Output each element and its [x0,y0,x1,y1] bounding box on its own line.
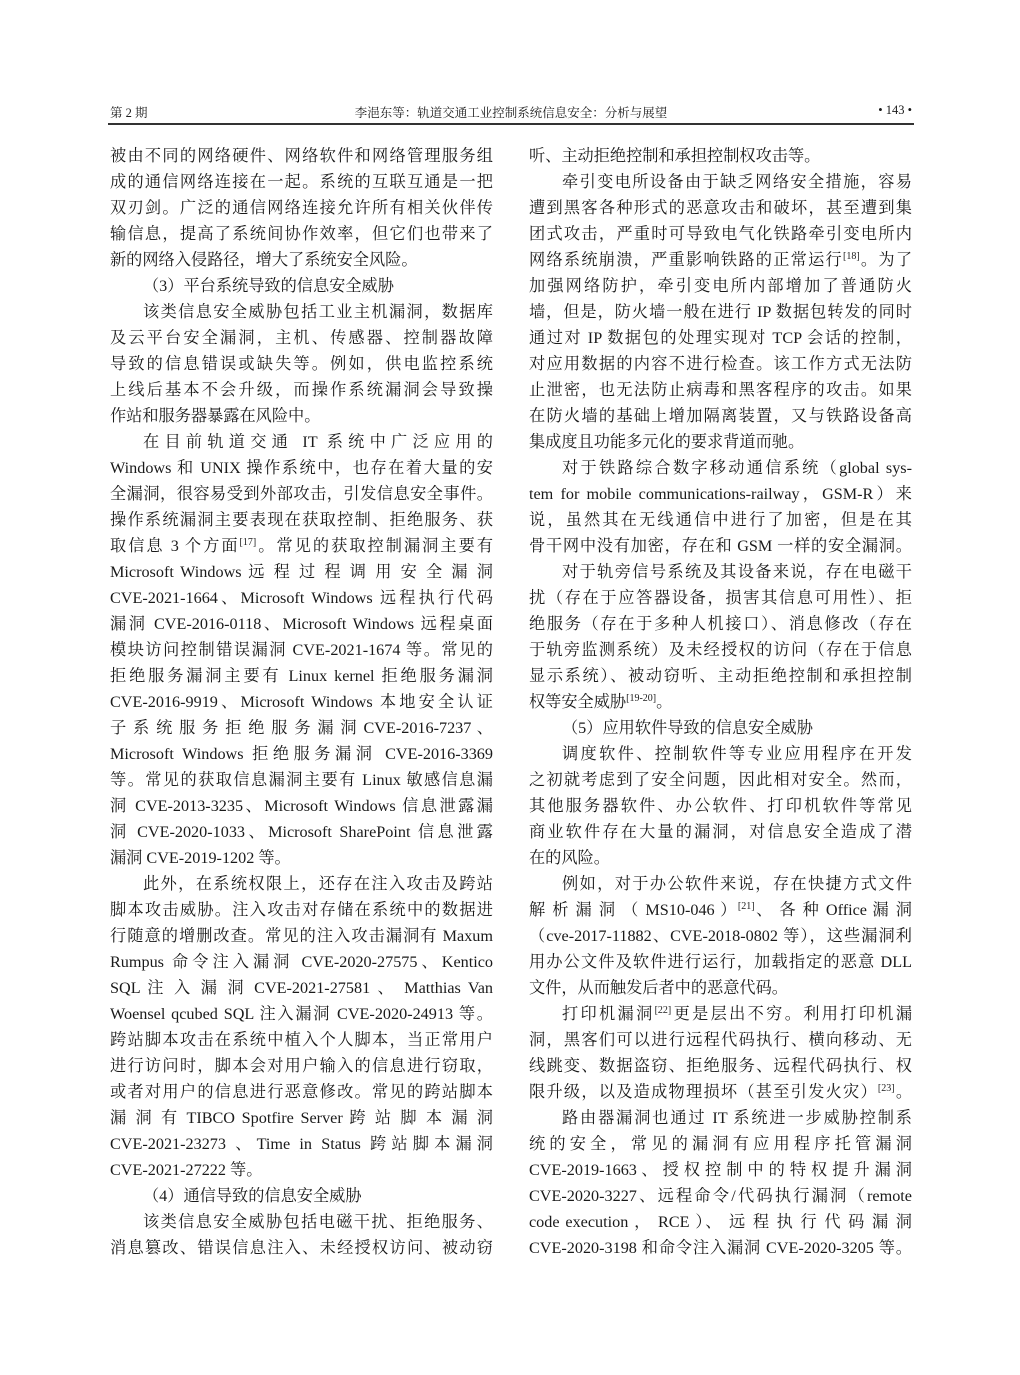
running-title: 李浥东等：轨道交通工业控制系统信息安全：分析与展望 [354,106,668,120]
line-text: 及云平台安全漏洞，主机、传感器、控制器故障 [110,329,493,347]
line-text: 子 系 统 服 务 拒 绝 服 务 漏 洞 CVE-2016-7237 、 [110,719,493,737]
line-text-continued: 。 [656,693,673,711]
text-line [529,273,912,299]
text-line [110,559,493,585]
citation-ref[interactable]: [18] [843,251,860,262]
text-line [110,507,493,533]
line-text: 其他服务器软件、办公软件、打印机软件等常见 [529,797,912,815]
text-line [529,481,912,507]
text-line [529,1183,912,1209]
text-line [529,897,912,923]
text-line [529,299,912,325]
line-text: 网络系统崩溃，严重影响铁路的正常运行 [529,251,843,269]
line-text: SQL 注 入 漏 洞 CVE-2021-27581 、 Matthias Van [110,979,493,997]
text-line [529,221,912,247]
line-text: 该类信息安全威胁包括工业主机漏洞，数据库 [143,303,493,321]
line-text: 统 的 安 全 ， 常 见 的 漏 洞 有 应 用 程 序 托 管 漏 洞 [529,1135,912,1153]
text-line [529,533,912,559]
line-text: 骨干网中没有加密，存在和 GSM 一样的安全漏洞。 [529,537,912,555]
line-text: 洞，黑客们可以进行远程代码执行、横向移动、无 [529,1031,912,1049]
text-line [110,663,493,689]
text-line [110,845,493,871]
text-line [110,455,493,481]
line-text: 调度软件、控制软件等专业应用程序在开发 [562,745,912,763]
text-line [110,1001,493,1027]
text-line [110,1053,493,1079]
text-line [529,975,912,1001]
citation-ref[interactable]: [23] [877,1083,895,1094]
text-line [110,741,493,767]
text-line [110,689,493,715]
line-text-continued: 。 [894,1083,913,1101]
line-text: 漏 洞 有 TIBCO Spotfire Server 跨 站 脚 本 漏 洞 [110,1109,493,1127]
line-text: 漏洞 CVE-2019-1202 等。 [110,849,291,867]
line-text: 团式攻击，严重时可导致电气化铁路牵引变电所内 [529,225,912,243]
text-line [529,871,912,897]
text-line [110,975,493,1001]
running-header [110,103,912,121]
line-text: CVE-2021-23273 、Time in Status 跨站脚本漏洞 [110,1135,493,1153]
line-text: Windows 和 UNIX 操作系统中，也存在着大量的安 [110,459,493,477]
text-line [110,481,493,507]
text-line [529,949,912,975]
line-text: tem for mobile communications-railway，GSM-R）来 [529,485,912,503]
text-line [529,819,912,845]
line-text: 此外，在系统权限上，还存在注入攻击及跨站 [143,875,493,893]
text-line [529,1079,912,1105]
text-line [110,533,493,559]
line-text: Woensel qcubed SQL 注入漏洞 CVE-2020-24913 等。 [110,1005,493,1023]
page-number: • 143 • [878,103,912,117]
line-text: 被由不同的网络硬件、网络软件和网络管理服务组 [110,147,493,165]
line-text: （4）通信导致的信息安全威胁 [143,1187,362,1205]
line-text: 行随意的增删改查。常见的注入攻击漏洞有 Maxum [110,927,493,945]
text-line [110,1105,493,1131]
line-text: 拒绝服务漏洞主要有 Linux kernel 拒绝服务漏洞 [110,667,493,685]
text-line [529,715,912,741]
line-text: 或者对用户的信息进行恶意修改。常见的跨站脚本 [110,1083,493,1101]
line-text: 扰（存在于应答器设备，损害其信息可用性）、拒 [529,589,912,607]
line-text: Microsoft Windows 拒绝服务漏洞 CVE-2016-3369 [110,745,493,763]
line-text: 绝服务（存在于多种人机接口）、消息修改（存在 [529,615,912,633]
text-line [529,1053,912,1079]
line-text: （5）应用软件导致的信息安全威胁 [562,719,813,737]
line-text: 商业软件存在大量的漏洞，对信息安全造成了潜 [529,823,912,841]
left-column [110,143,493,1261]
text-line [110,1209,493,1235]
text-line [529,663,912,689]
text-line [110,611,493,637]
citation-ref[interactable]: [19-20] [626,693,657,704]
line-text: 说，虽然其在无线通信中进行了加密，但是在其 [529,511,912,529]
text-line [110,377,493,403]
text-line [529,169,912,195]
line-text: 脚本攻击威胁。注入攻击对存储在系统中的数据进 [110,901,493,919]
line-text: code execution ， RCE ）、 远 程 执 行 代 码 漏 洞 [529,1213,912,1231]
text-line [529,1235,912,1261]
text-line [529,637,912,663]
text-line [110,923,493,949]
text-line [529,585,912,611]
line-text: （cve-2017-11882、CVE-2018-0802 等），这些漏洞利 [529,927,912,945]
issue-number: 第 2 期 [110,106,148,120]
text-line [110,1183,493,1209]
text-line [529,923,912,949]
text-line [529,507,912,533]
citation-ref[interactable]: [21] [737,901,755,912]
line-text: 限升级，以及造成物理损坏（甚至引发火灾） [529,1083,878,1101]
text-line [529,377,912,403]
line-text: CVE-2016-9919、Microsoft Windows 本地安全认证 [110,693,493,711]
text-line [529,429,912,455]
text-line [110,1131,493,1157]
text-line [529,1001,912,1027]
text-line [110,247,493,273]
line-text: CVE-2021-27222 等。 [110,1161,263,1179]
text-line [110,949,493,975]
line-text: CVE-2021-1664、Microsoft Windows 远程执行代码 [110,589,493,607]
right-column [529,143,912,1261]
text-line [529,793,912,819]
line-text: 模块访问控制错误漏洞 CVE-2021-1674 等。常见的 [110,641,493,659]
line-text: 牵引变电所设备由于缺乏网络安全措施，容易 [562,173,912,191]
line-text: 洞 CVE-2020-1033、Microsoft SharePoint 信息泄露 [110,823,493,841]
line-text-continued: 。为了 [859,251,913,269]
text-line [529,1209,912,1235]
line-text: 听、主动拒绝控制和承担控制权攻击等。 [529,147,821,165]
text-line [110,273,493,299]
text-line [529,1027,912,1053]
text-line [110,1235,493,1261]
line-text: 通过对 IP 数据包的处理实现对 TCP 会话的控制， [529,329,912,347]
line-text: 上线后基本不会升级，而操作系统漏洞会导致操 [110,381,493,399]
line-text: 在目前轨道交通 IT 系统中广泛应用的 [143,433,493,451]
line-text: 等。常见的获取信息漏洞主要有 Linux 敏感信息漏 [110,771,493,789]
text-line [110,429,493,455]
text-line [110,325,493,351]
line-text: 进行访问时，脚本会对用户输入的信息进行窃取， [110,1057,493,1075]
text-line [110,715,493,741]
text-line [110,221,493,247]
line-text: 作站和服务器暴露在风险中。 [110,407,321,425]
text-line [529,559,912,585]
text-line [110,871,493,897]
line-text: 线跳变、数据盗窃、拒绝服务、远程代码执行、权 [529,1057,912,1075]
line-text: 文件，从而触发后者中的恶意代码。 [529,979,788,997]
text-line [529,143,912,169]
line-text: CVE-2020-3227、远程命令/代码执行漏洞（remote [529,1187,912,1205]
line-text-continued: 、 各 种 Office 漏 洞 [754,901,912,919]
line-text: 输信息，提高了系统间协作效率，但它们也带来了 [110,225,493,243]
text-line [529,455,912,481]
line-text: 取信息 3 个方面 [110,537,240,555]
text-line [110,403,493,429]
line-text: （3）平台系统导致的信息安全威胁 [143,277,394,295]
line-text: 在防火墙的基础上增加隔离装置，又与铁路设备高 [529,407,912,425]
text-line [110,897,493,923]
text-line [529,1157,912,1183]
line-text: 墙，但是，防火墙一般在进行 IP 数据包转发的同时 [529,303,912,321]
line-text: 全漏洞，很容易受到外部攻击，引发信息安全事件。 [110,485,493,503]
text-line [110,143,493,169]
citation-ref[interactable]: [22] [654,1005,672,1016]
line-text: 该类信息安全威胁包括电磁干扰、拒绝服务、 [143,1213,493,1231]
line-text: 例如，对于办公软件来说，存在快捷方式文件 [562,875,912,893]
text-line [110,299,493,325]
text-line [529,195,912,221]
line-text: 于轨旁监测系统）及未经授权的访问（存在于信息 [529,641,912,659]
line-text-continued: 更是层出不穷。利用打印机漏 [671,1005,913,1023]
line-text: CVE-2020-3198 和命令注入漏洞 CVE-2020-3205 等。 [529,1239,912,1257]
line-text: 遭到黑客各种形式的恶意攻击和破坏，甚至遭到集 [529,199,912,217]
line-text: 打印机漏洞 [562,1005,655,1023]
line-text: 解 析 漏 洞 （ MS10-046 ） [529,901,738,919]
line-text: 对于轨旁信号系统及其设备来说，存在电磁干 [562,563,912,581]
text-line [529,247,912,273]
text-line [529,1131,912,1157]
line-text: 显示系统）、被动窃听、主动拒绝控制和承担控制 [529,667,912,685]
line-text: 跨站脚本攻击在系统中植入个人脚本，当正常用户 [110,1031,493,1049]
line-text-continued: 。常见的获取控制漏洞主要有 [256,537,494,555]
line-text: 之初就考虑到了安全问题，因此相对安全。然而， [529,771,912,789]
text-line [110,1079,493,1105]
text-line [110,1027,493,1053]
line-text: 导致的信息错误或缺失等。例如，供电监控系统 [110,355,493,373]
line-text: 洞 CVE-2013-3235、Microsoft Windows 信息泄露漏 [110,797,493,815]
line-text: CVE-2019-1663 、 授 权 控 制 中 的 特 权 提 升 漏 洞 [529,1161,912,1179]
line-text: 在的风险。 [529,849,610,867]
text-line [110,793,493,819]
text-line [529,689,912,715]
line-text: 权等安全威胁 [529,693,627,711]
header-rule [108,123,914,125]
text-line [529,767,912,793]
line-text: 新的网络入侵路径，增大了系统安全风险。 [110,251,418,269]
line-text: 双刃剑。广泛的通信网络连接允许所有相关伙伴传 [110,199,493,217]
line-text: 止泄密，也无法防止病毒和黑客程序的攻击。如果 [529,381,912,399]
line-text: 对于铁路综合数字移动通信系统（global sys- [562,459,912,477]
text-line [529,403,912,429]
line-text: 集成度且功能多元化的要求背道而驰。 [529,433,805,451]
text-line [110,637,493,663]
line-text: 加强网络防护，牵引变电所内部增加了普通防火 [529,277,912,295]
text-line [110,195,493,221]
line-text: 消息篡改、错误信息注入、未经授权访问、被动窃 [110,1239,493,1257]
text-line [529,845,912,871]
text-line [110,819,493,845]
line-text: Rumpus 命令注入漏洞 CVE-2020-27575、Kentico [110,953,493,971]
text-line [110,767,493,793]
text-line [110,585,493,611]
text-line [529,351,912,377]
text-line [110,169,493,195]
line-text: 成的通信网络连接在一起。系统的互联互通是一把 [110,173,493,191]
line-text: 路由器漏洞也通过 IT 系统进一步威胁控制系 [562,1109,912,1127]
text-line [110,1157,493,1183]
line-text: Microsoft Windows 远 程 过 程 调 用 安 全 漏 洞 [110,563,493,581]
line-text: 对应用数据的内容不进行检查。该工作方式无法防 [529,355,912,373]
line-text: 用办公文件及软件进行运行，加载指定的恶意 DLL [529,953,912,971]
citation-ref[interactable]: [17] [239,537,257,548]
line-text: 漏洞 CVE-2016-0118、Microsoft Windows 远程桌面 [110,615,493,633]
text-line [110,351,493,377]
line-text: 操作系统漏洞主要表现在获取控制、拒绝服务、获 [110,511,493,529]
text-line [529,1105,912,1131]
text-line [529,611,912,637]
text-line [529,325,912,351]
text-line [529,741,912,767]
